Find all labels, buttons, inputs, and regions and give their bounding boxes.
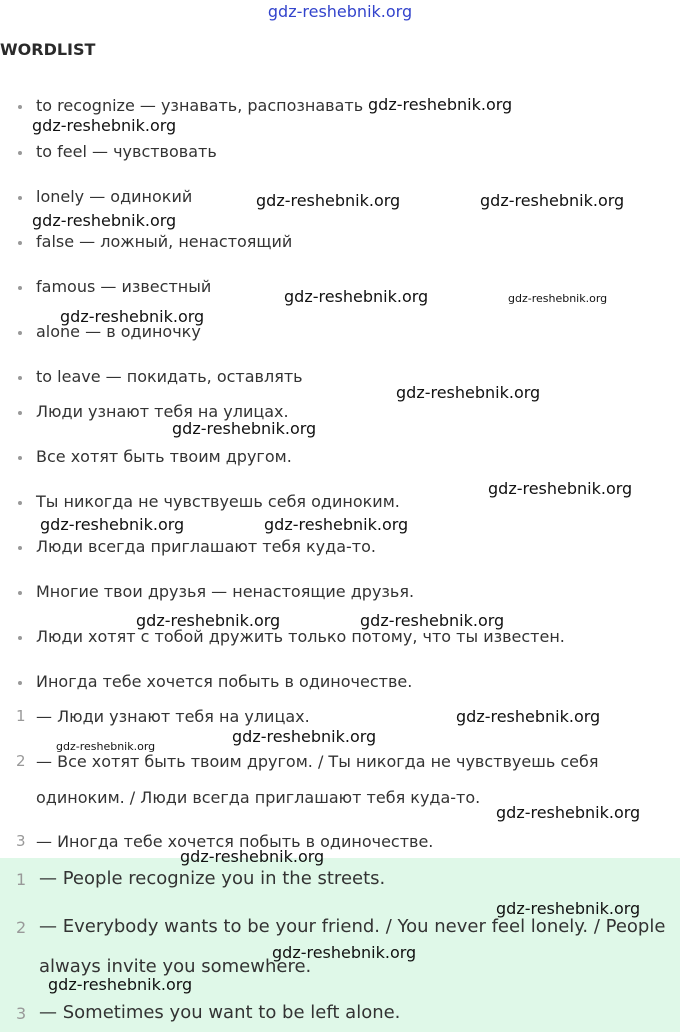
- top-watermark: gdz-reshebnik.org: [267, 2, 413, 21]
- watermark: gdz-reshebnik.org: [48, 975, 193, 994]
- watermark: gdz-reshebnik.org: [32, 211, 177, 230]
- watermark: gdz-reshebnik.org: [172, 419, 317, 438]
- watermark: gdz-reshebnik.org: [496, 803, 641, 822]
- answer-text-continued: always invite you somewhere.: [39, 956, 312, 977]
- answer-text-continued: одиноким. / Люди всегда приглашают тебя куда-то.: [36, 788, 481, 807]
- watermark: gdz-reshebnik.org: [360, 611, 505, 630]
- answer-number: 3: [16, 832, 26, 850]
- watermark: gdz-reshebnik.org: [40, 515, 185, 534]
- watermark: gdz-reshebnik.org: [60, 307, 205, 326]
- bullet-icon: [18, 331, 22, 335]
- answer-text: — Sometimes you want to be left alone.: [39, 1002, 401, 1023]
- bullet-icon: [18, 286, 22, 290]
- bullet-icon: [18, 151, 22, 155]
- answer-number: 2: [16, 918, 27, 937]
- bullet-icon: [18, 411, 22, 415]
- bullet-icon: [18, 456, 22, 460]
- bullet-icon: [18, 546, 22, 550]
- watermark: gdz-reshebnik.org: [232, 727, 377, 746]
- watermark: gdz-reshebnik.org: [256, 191, 401, 210]
- watermark: gdz-reshebnik.org: [508, 292, 608, 305]
- watermark: gdz-reshebnik.org: [368, 95, 513, 114]
- watermark: gdz-reshebnik.org: [456, 707, 601, 726]
- answer-number: 1: [16, 707, 26, 725]
- answer-text: — Иногда тебе хочется побыть в одиночестве.: [36, 832, 434, 851]
- watermark: gdz-reshebnik.org: [32, 116, 177, 135]
- watermark: gdz-reshebnik.org: [180, 847, 325, 866]
- watermark: gdz-reshebnik.org: [136, 611, 281, 630]
- answer-number: 3: [16, 1004, 27, 1023]
- watermark: gdz-reshebnik.org: [264, 515, 409, 534]
- bullet-icon: [18, 501, 22, 505]
- bullet-icon: [18, 196, 22, 200]
- watermark: gdz-reshebnik.org: [480, 191, 625, 210]
- bullet-icon: [18, 681, 22, 685]
- answer-number: 1: [16, 870, 27, 889]
- watermark: gdz-reshebnik.org: [488, 479, 633, 498]
- wordlist-heading: WORDLIST: [0, 40, 96, 59]
- bullet-icon: [18, 376, 22, 380]
- watermark: gdz-reshebnik.org: [284, 287, 429, 306]
- watermark: gdz-reshebnik.org: [396, 383, 541, 402]
- answer-text: — People recognize you in the streets.: [39, 868, 386, 889]
- bullet-icon: [18, 591, 22, 595]
- answer-number: 2: [16, 752, 26, 770]
- answer-text: — Все хотят быть твоим другом. / Ты никогда не чувствуешь себя: [36, 752, 599, 771]
- answer-text: — Everybody wants to be your friend. / You never feel lonely. / People: [39, 916, 666, 937]
- watermark: gdz-reshebnik.org: [272, 943, 417, 962]
- bullet-icon: [18, 241, 22, 245]
- watermark: gdz-reshebnik.org: [496, 899, 641, 918]
- bullet-icon: [18, 636, 22, 640]
- bullet-icon: [18, 105, 22, 109]
- watermark: gdz-reshebnik.org: [56, 740, 156, 753]
- answer-text: — Люди узнают тебя на улицах.: [36, 707, 310, 726]
